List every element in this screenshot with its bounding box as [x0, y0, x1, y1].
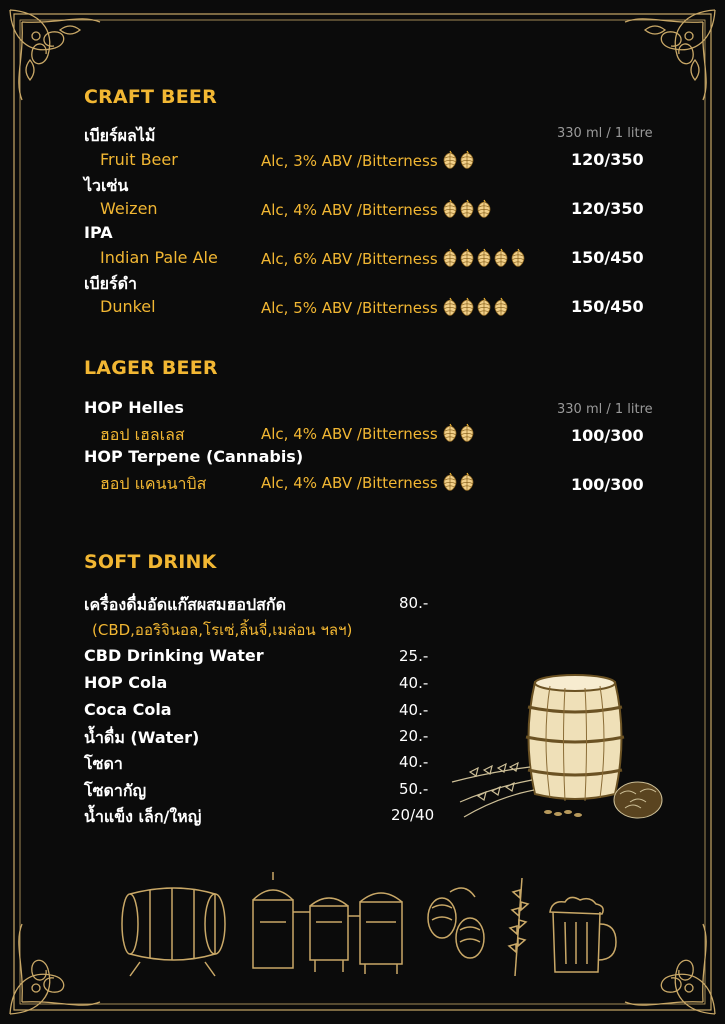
item-price: 100/300: [571, 426, 644, 445]
item-thai-name: เบียร์ผลไม้: [84, 126, 156, 145]
alc-text: Alc, 3% ABV /Bitterness: [261, 152, 438, 170]
hop-cone-illustration: [614, 782, 662, 818]
soft-drink-name: น้ำแข็ง เล็ก/ใหญ่: [84, 807, 202, 826]
alc-text: Alc, 6% ABV /Bitterness: [261, 250, 438, 268]
menu-item-hop-terpene: [0, 447, 725, 473]
corner-ornament-bottom-right: [625, 924, 715, 1014]
hop-icon: [459, 297, 475, 316]
item-english-name: Dunkel: [100, 297, 156, 316]
hop-icon: [510, 248, 526, 267]
item-english-name: Fruit Beer: [100, 150, 178, 169]
bitterness-rating: [442, 150, 476, 173]
hop-icon: [493, 297, 509, 316]
menu-item-ipa: [0, 223, 725, 249]
item-thai-name: ฮอป แคนนาบิส: [100, 474, 207, 493]
hop-icon: [459, 472, 475, 491]
item-alcohol-info: [261, 423, 476, 446]
item-thai-name: ฮอป เฮลเลส: [100, 425, 185, 444]
item-thai-name: IPA: [84, 223, 113, 242]
hop-icon: [442, 472, 458, 491]
size-header-craft: 330 ml / 1 litre: [557, 126, 653, 141]
soft-drink-price: 40.-: [399, 701, 429, 719]
item-price: 120/350: [571, 150, 644, 169]
hop-icon: [459, 423, 475, 442]
size-header-lager: 330 ml / 1 litre: [557, 402, 653, 417]
bitterness-rating: [442, 423, 476, 446]
item-price: 100/300: [571, 475, 644, 494]
soft-drink-price: 40.-: [399, 674, 429, 692]
soft-drink-name: โซดากัญ: [84, 781, 147, 800]
section-title-lager-beer: LAGER BEER: [84, 357, 218, 379]
brewery-illustration-strip: [120, 872, 620, 982]
hop-icon: [476, 199, 492, 218]
item-alcohol-info: [261, 150, 476, 173]
corner-ornament-top-right: [625, 10, 715, 100]
soft-drink-name: น้ำดื่ม (Water): [84, 728, 200, 747]
wheat-illustration: [509, 878, 528, 976]
item-alcohol-info: [261, 472, 476, 495]
menu-item-fruit-beer: [0, 124, 725, 150]
corner-ornament-bottom-left: [10, 924, 100, 1014]
wheat-illustration: [452, 763, 534, 817]
hop-icon: [459, 248, 475, 267]
item-price: 120/350: [571, 199, 644, 218]
item-english-name: Indian Pale Ale: [100, 248, 218, 267]
bitterness-rating: [442, 199, 493, 222]
hop-icon: [442, 199, 458, 218]
item-thai-name: เบียร์ดำ: [84, 274, 137, 293]
brewery-tanks-illustration: [253, 872, 402, 974]
alc-text: Alc, 4% ABV /Bitterness: [261, 201, 438, 219]
alc-text: Alc, 5% ABV /Bitterness: [261, 299, 438, 317]
hop-icon: [442, 423, 458, 442]
item-alcohol-info: [261, 248, 527, 271]
item-price: 150/450: [571, 248, 644, 267]
menu-item-detail-weizen: [0, 199, 725, 225]
soft-drink-name: HOP Cola: [84, 673, 168, 692]
section-title-soft-drink: SOFT DRINK: [84, 551, 217, 573]
menu-item-detail-hop-terpene: [0, 472, 725, 498]
soft-drink-price: 25.-: [399, 647, 429, 665]
soft-drink-price: 40.-: [399, 753, 429, 771]
soft-drink-price: 20/40: [391, 806, 435, 824]
item-name: HOP Terpene (Cannabis): [84, 447, 304, 466]
menu-item-detail-hop-helles: [0, 423, 725, 449]
soft-drink-price: 20.-: [399, 727, 429, 745]
menu-item-detail-fruit-beer: [0, 150, 725, 176]
section-title-craft-beer: CRAFT BEER: [84, 86, 217, 108]
item-price: 150/450: [571, 297, 644, 316]
soft-drink-name: เครื่องดื่มอัดแก๊สผสมฮอปสกัด: [84, 595, 286, 614]
menu-item-weizen: [0, 174, 725, 200]
menu-item-detail-ipa: [0, 248, 725, 274]
alc-text: Alc, 4% ABV /Bitterness: [261, 425, 438, 443]
menu-item-dunkel: [0, 272, 725, 298]
bitterness-rating: [442, 248, 527, 271]
hop-pellets: [544, 810, 582, 817]
soft-drink-name: Coca Cola: [84, 700, 172, 719]
item-alcohol-info: [261, 199, 493, 222]
barrel-illustration: [450, 672, 670, 832]
barrel-illustration: [122, 888, 225, 976]
alc-text: Alc, 4% ABV /Bitterness: [261, 474, 438, 492]
hop-icon: [493, 248, 509, 267]
menu-item-detail-dunkel: [0, 297, 725, 323]
hop-icon: [442, 297, 458, 316]
soft-drink-name: CBD Drinking Water: [84, 646, 264, 665]
hop-icon: [476, 248, 492, 267]
hop-icon: [476, 297, 492, 316]
bitterness-rating: [442, 472, 476, 495]
hop-icon: [459, 199, 475, 218]
bitterness-rating: [442, 297, 510, 320]
soft-drink-name: โซดา: [84, 754, 123, 773]
beer-mug-illustration: [550, 897, 616, 972]
hop-icon: [442, 150, 458, 169]
soft-drink-price: 80.-: [399, 594, 429, 612]
item-alcohol-info: [261, 297, 510, 320]
hop-icon: [459, 150, 475, 169]
soft-drink-price: 50.-: [399, 780, 429, 798]
hop-icon: [442, 248, 458, 267]
menu-item-hop-helles: [0, 398, 725, 424]
item-thai-name: ไวเซ่น: [84, 176, 129, 195]
soft-drink-flavors: (CBD,ออริจินอล,โรเซ่,ลิ้นจี่,เมล่อน ฯลฯ): [92, 621, 353, 639]
hop-illustration: [428, 888, 484, 958]
item-name: HOP Helles: [84, 398, 184, 417]
item-english-name: Weizen: [100, 199, 158, 218]
